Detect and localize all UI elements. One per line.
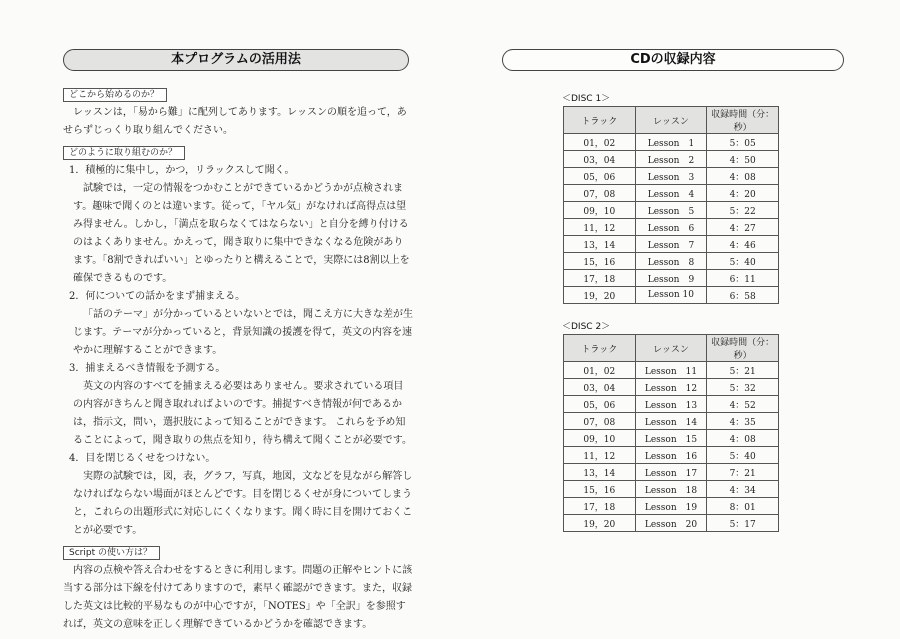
table-row xyxy=(564,515,779,532)
table-row xyxy=(564,464,779,481)
disc-2-table xyxy=(563,334,779,532)
section-heading: どこから始めるのか？ xyxy=(63,88,167,102)
tip-text: 実際の試験では，図，表，グラフ，写真，地図，文などを見ながら解答しなければならない場面がほとんどです。目を閉じるくせが身についてしまうと，これらの出題形式に対応しにくくなります。聞く時に目を開けておくことが必要です。 xyxy=(73,471,413,536)
tip-text: 試験では，一定の情報をつかむことができているかどうかが点検されます。趣味で聞くのとは違います。従って，「ヤル気」がなければ高得点は望み得ません。しかし，「満点を取らなくてはならない」と自分を縛り付けるのはよくありません。かえって，聞き取りに集中できなくなる危険があります。「8割できればいい」とゆったりと構えることで，実際には8割以上を確保できるものです。 xyxy=(73,183,410,284)
track-cell: 11，12 xyxy=(564,219,636,236)
duration-cell: 4：27 xyxy=(707,219,779,236)
section-heading: Script の使い方は？ xyxy=(63,546,160,560)
track-cell: 13，14 xyxy=(564,464,636,481)
col-track: トラック xyxy=(564,107,636,134)
duration-cell: 7：21 xyxy=(707,464,779,481)
track-cell: 11，12 xyxy=(564,447,636,464)
lesson-cell: Lesson 16 xyxy=(635,447,707,464)
table-row xyxy=(564,168,779,185)
duration-cell: 4：35 xyxy=(707,413,779,430)
section-text: レッスンは，「易から難」に配列してあります。レッスンの順を追って，あせらずじっくり取り組んでください。 xyxy=(63,107,407,136)
track-cell: 05，06 xyxy=(564,396,636,413)
table-row xyxy=(564,396,779,413)
left-page-title: 本プログラムの活用法 xyxy=(63,49,409,71)
duration-cell: 5：22 xyxy=(707,202,779,219)
lesson-cell: Lesson 14 xyxy=(635,413,707,430)
section-script-usage xyxy=(63,544,413,634)
lesson-cell: Lesson 1 xyxy=(635,134,707,151)
track-cell: 07，08 xyxy=(564,185,636,202)
lesson-cell: Lesson 18 xyxy=(635,481,707,498)
col-duration: 収録時間（分：秒） xyxy=(707,107,779,134)
duration-cell: 6：58 xyxy=(707,287,779,304)
lesson-cell: Lesson 5 xyxy=(635,202,707,219)
table-row xyxy=(564,498,779,515)
lesson-cell: Lesson 8 xyxy=(635,253,707,270)
section-heading: どのように取り組むのか？ xyxy=(63,146,185,160)
table-row xyxy=(564,481,779,498)
lesson-cell: Lesson 15 xyxy=(635,430,707,447)
table-row xyxy=(564,287,779,304)
disc-2-label: ＜DISC 2＞ xyxy=(562,322,611,332)
tip-title: 2．何についての話かをまず捕まえる。 xyxy=(69,291,246,302)
usage-content xyxy=(63,86,413,638)
right-page-title: CDの収録内容 xyxy=(502,49,844,71)
right-page xyxy=(450,0,900,639)
track-cell: 01，02 xyxy=(564,362,636,379)
duration-cell: 4：34 xyxy=(707,481,779,498)
duration-cell: 4：20 xyxy=(707,185,779,202)
tip-title: 4．目を閉じるくせをつけない。 xyxy=(69,453,216,464)
disc-1-rows xyxy=(564,134,779,304)
table-row xyxy=(564,253,779,270)
lesson-cell: Lesson 13 xyxy=(635,396,707,413)
duration-cell: 4：08 xyxy=(707,430,779,447)
duration-cell: 4：46 xyxy=(707,236,779,253)
lesson-cell: Lesson 6 xyxy=(635,219,707,236)
lesson-cell: Lesson 9 xyxy=(635,270,707,287)
duration-cell: 4：52 xyxy=(707,396,779,413)
table-row xyxy=(564,430,779,447)
duration-cell: 5：17 xyxy=(707,515,779,532)
col-lesson: レッスン xyxy=(635,335,707,362)
track-cell: 19，20 xyxy=(564,515,636,532)
disc-1-label: ＜DISC 1＞ xyxy=(562,94,611,104)
track-cell: 15，16 xyxy=(564,481,636,498)
track-cell: 05，06 xyxy=(564,168,636,185)
table-row xyxy=(564,447,779,464)
table-row xyxy=(564,362,779,379)
track-cell: 15，16 xyxy=(564,253,636,270)
duration-cell: 5：21 xyxy=(707,362,779,379)
lesson-cell: Lesson 2 xyxy=(635,151,707,168)
lesson-cell: Lesson 7 xyxy=(635,236,707,253)
track-cell: 01，02 xyxy=(564,134,636,151)
duration-cell: 5：32 xyxy=(707,379,779,396)
duration-cell: 6：11 xyxy=(707,270,779,287)
col-duration: 収録時間（分：秒） xyxy=(707,335,779,362)
lesson-cell: Lesson 11 xyxy=(635,362,707,379)
lesson-cell: Lesson 19 xyxy=(635,498,707,515)
track-cell: 09，10 xyxy=(564,202,636,219)
duration-cell: 5：40 xyxy=(707,447,779,464)
lesson-cell: Lesson 10 xyxy=(635,287,707,304)
table-header-row xyxy=(564,107,779,134)
duration-cell: 5：05 xyxy=(707,134,779,151)
duration-cell: 4：08 xyxy=(707,168,779,185)
disc-1-table xyxy=(563,106,779,304)
track-cell: 03，04 xyxy=(564,151,636,168)
table-header-row xyxy=(564,335,779,362)
table-row xyxy=(564,219,779,236)
track-cell: 17，18 xyxy=(564,270,636,287)
duration-cell: 5：40 xyxy=(707,253,779,270)
duration-cell: 8：01 xyxy=(707,498,779,515)
table-row xyxy=(564,151,779,168)
table-row xyxy=(564,202,779,219)
track-cell: 07，08 xyxy=(564,413,636,430)
section-how-to-work xyxy=(63,144,413,540)
col-track: トラック xyxy=(564,335,636,362)
tip-text: 「話のテーマ」が分かっているといないとでは，聞こえ方に大きな差が生じます。テーマが分かっていると，背景知識の援護を得て，英文の内容を速やかに理解することができます。 xyxy=(73,309,413,356)
tip-title: 3．捕まえるべき情報を予測する。 xyxy=(69,363,226,374)
section-where-to-start xyxy=(63,86,413,140)
table-row xyxy=(564,270,779,287)
table-row xyxy=(564,134,779,151)
track-cell: 17，18 xyxy=(564,498,636,515)
section-text: 内容の点検や答え合わせをするときに利用します。問題の正解やヒントに該当する部分は下線を付けてありますので，素早く確認ができます。また，収録した英文は比較的平易なものが中心ですが，「NOTES」や「全訳」を参照すれば，英文の意味を正しく理解できているかどうかを確認できます。 xyxy=(63,565,413,630)
tip-title: 1．積極的に集中し，かつ，リラックスして聞く。 xyxy=(69,165,295,176)
duration-cell: 4：50 xyxy=(707,151,779,168)
lesson-cell: Lesson 4 xyxy=(635,185,707,202)
track-cell: 19，20 xyxy=(564,287,636,304)
lesson-cell: Lesson 17 xyxy=(635,464,707,481)
lesson-cell: Lesson 20 xyxy=(635,515,707,532)
track-cell: 09，10 xyxy=(564,430,636,447)
lesson-cell: Lesson 12 xyxy=(635,379,707,396)
table-row xyxy=(564,413,779,430)
lesson-cell: Lesson 3 xyxy=(635,168,707,185)
tip-text: 英文の内容のすべてを捕まえる必要はありません。要求されている項目の内容がきちんと聞き取れればよいのです。捕捉すべき情報が何であるかは，指示文，問い，選択肢によって知ることができます。 これらを予め知ることによって，聞き取りの焦点を知り，待ち構えて聞くことが必要です。 xyxy=(73,381,412,446)
track-cell: 13，14 xyxy=(564,236,636,253)
disc-2-rows xyxy=(564,362,779,532)
col-lesson: レッスン xyxy=(635,107,707,134)
table-row xyxy=(564,236,779,253)
table-row xyxy=(564,185,779,202)
track-cell: 03，04 xyxy=(564,379,636,396)
table-row xyxy=(564,379,779,396)
